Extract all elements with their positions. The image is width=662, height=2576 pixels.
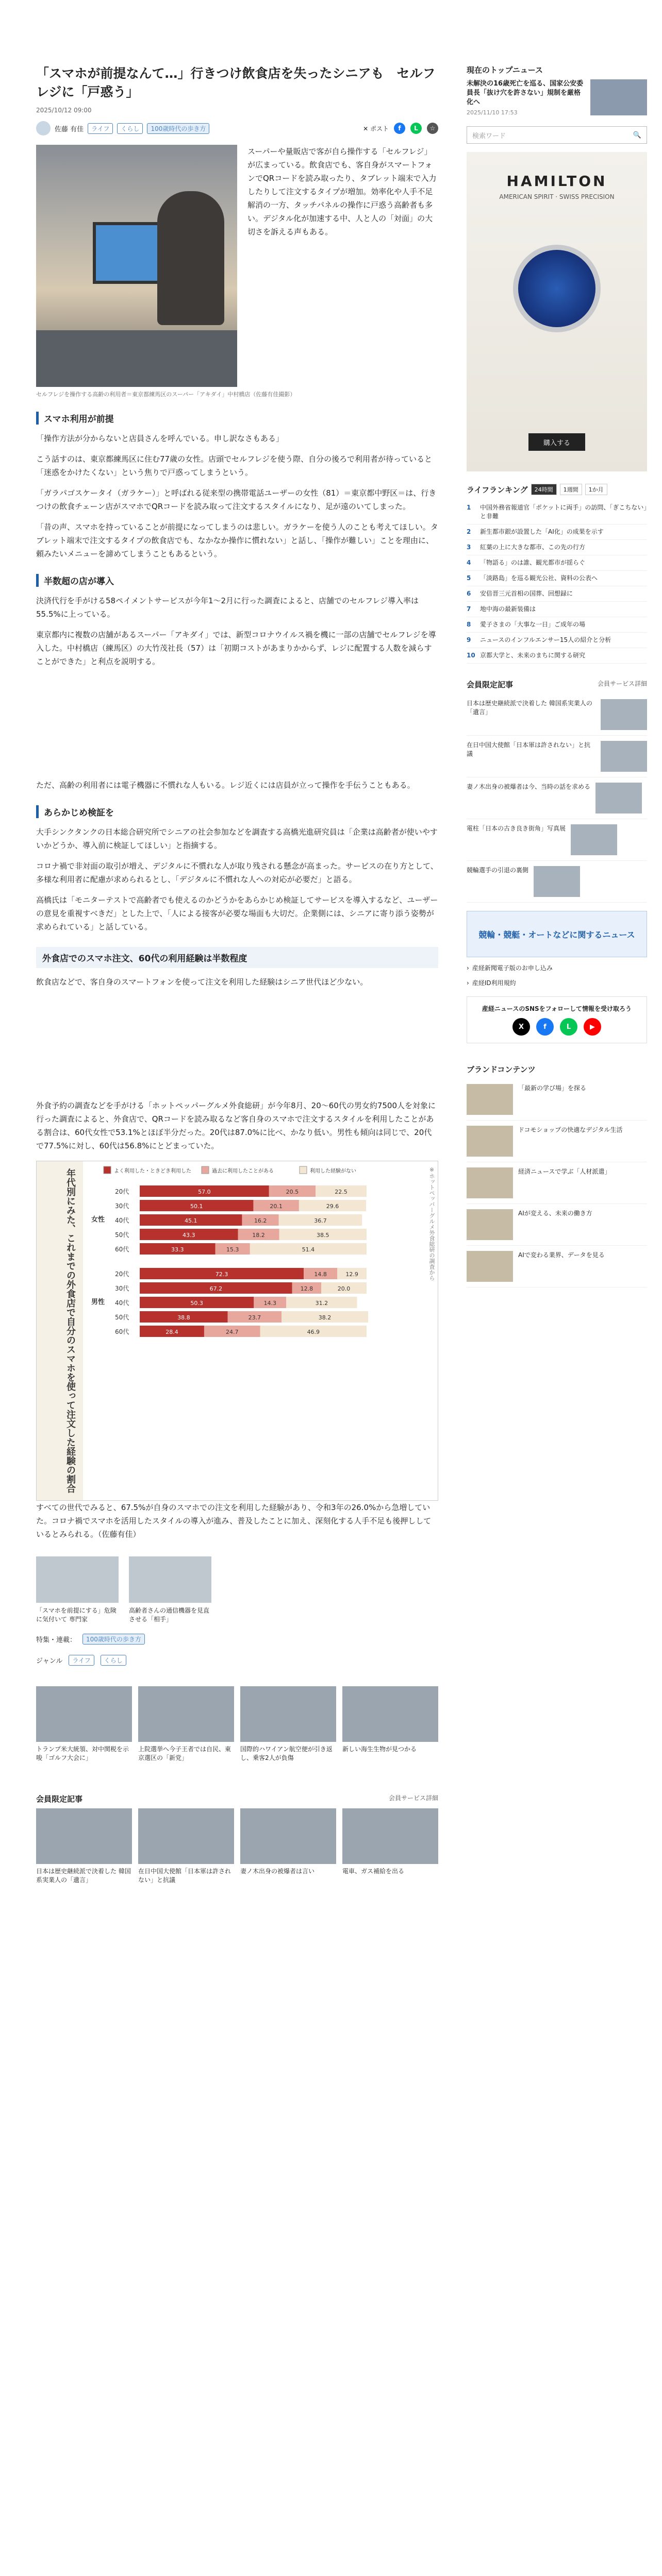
row-label: 30代 xyxy=(115,1285,129,1292)
ad-space xyxy=(36,675,438,778)
legend-swatch xyxy=(202,1166,209,1174)
body-paragraph: 外食予約の調査などを手がける「ホットペッパーグルメ外食総研」が今年8月、20～60代の男女約7500人を対象に行った調査によると、外食店で、QRコードを読み取るなど客自身のスマホで注文するスタイルを利用したことがある割合は、60代女性で53.1%とほぼ半分だった。20代は87.0%に比べ、かなり低い。男性も傾向は同じで、20代で77.5%に対し、60代は56.8%にとどまっていた。 xyxy=(36,1101,436,1150)
member-thumbnail xyxy=(595,783,642,814)
rank-number: 7 xyxy=(467,605,471,613)
brand-item[interactable] xyxy=(467,1246,647,1287)
ranking-title: 新生都市銀が設置した「AI化」の成果を示す xyxy=(480,528,604,535)
news-thumbnail xyxy=(138,1686,234,1742)
rank-number: 9 xyxy=(467,636,471,643)
members-heading: 会員限定記事 会員サービス詳細 xyxy=(467,680,647,689)
brand-thumbnail xyxy=(467,1209,513,1240)
rank-number: 8 xyxy=(467,621,471,628)
legend-label: 過去に利用したことがある xyxy=(212,1168,274,1174)
row-label: 40代 xyxy=(115,1217,129,1224)
ad-buy-button[interactable]: 購入する xyxy=(528,433,585,451)
watch-ad[interactable] xyxy=(467,152,647,471)
sidebar xyxy=(467,0,647,1287)
member-thumbnail xyxy=(534,866,580,897)
subscribe-link[interactable]: › 産経新聞電子版のお申し込み xyxy=(467,964,553,972)
members-more-link[interactable]: 会員サービス詳細 xyxy=(388,1794,438,1802)
bar-value-label: 20.0 xyxy=(337,1285,351,1292)
member-thumbnail xyxy=(36,1808,132,1864)
row-label: 60代 xyxy=(115,1328,129,1335)
ranking-title: 「物語る」のは誰、観光都市が揺らぐ xyxy=(480,559,586,566)
ranking-title: 紅葉の上に大きな都市、この先の行方 xyxy=(480,544,586,551)
rank-number: 1 xyxy=(467,504,471,511)
top-news-item[interactable] xyxy=(467,79,647,116)
brand-title: ドコモショップの快適なデジタル生活 xyxy=(518,1126,623,1133)
footer-tags xyxy=(36,1634,438,1645)
row-label: 40代 xyxy=(115,1299,129,1307)
ranking-item[interactable] xyxy=(467,571,647,586)
row-label: 20代 xyxy=(115,1270,129,1278)
bar-value-label: 24.7 xyxy=(226,1329,239,1335)
brand-item[interactable] xyxy=(467,1204,647,1246)
members-grid-heading: 会員限定記事 会員サービス詳細 xyxy=(36,1794,438,1804)
bar-value-label: 38.5 xyxy=(317,1232,329,1239)
checkout-counter xyxy=(36,330,237,387)
survey-chart xyxy=(36,1161,438,1501)
article-date: 2025/10/12 09:00 xyxy=(36,107,92,114)
genre-label: ジャンル xyxy=(36,1657,63,1665)
member-article[interactable] xyxy=(467,694,647,736)
ranking-tab-1m[interactable]: 1か月 xyxy=(585,484,607,495)
ranking-title: 愛子さまの「大事な一日」ご成年の場 xyxy=(480,621,586,628)
bar-value-label: 36.7 xyxy=(314,1217,327,1224)
brand-thumbnail xyxy=(467,1167,513,1198)
row-label: 60代 xyxy=(115,1246,129,1253)
member-thumbnail xyxy=(240,1808,336,1864)
bar-value-label: 50.1 xyxy=(190,1203,203,1210)
ranking-title: 京都大学と、未来のまちに関する研究 xyxy=(480,652,586,659)
rank-number: 6 xyxy=(467,590,471,597)
ranking-title: 中国外務省報道官「ポケットに両手」の訪問、「ぎこちない」と非難 xyxy=(480,504,647,520)
ad-brand: HAMILTON xyxy=(506,173,607,190)
bar-value-label: 46.9 xyxy=(307,1329,320,1335)
youtube-icon[interactable]: ▶ xyxy=(584,1018,601,1036)
member-card[interactable]: 電車、ガス補給を出る xyxy=(342,1808,438,1885)
chevron-right-icon: › xyxy=(467,964,469,972)
x-icon[interactable]: X xyxy=(512,1018,530,1036)
ranking-item[interactable] xyxy=(467,602,647,617)
bar-value-label: 15.3 xyxy=(226,1246,239,1253)
facebook-icon[interactable]: f xyxy=(536,1018,554,1036)
ranking-item[interactable] xyxy=(467,500,647,524)
member-article[interactable] xyxy=(467,861,647,903)
member-thumbnail xyxy=(342,1808,438,1864)
members-sidebar xyxy=(467,679,647,903)
shopper-figure xyxy=(157,191,224,325)
member-title: 妻ノ木出身の被爆者は今、当時の話を求める xyxy=(467,783,591,790)
top-news-date: 2025/11/10 17:53 xyxy=(467,109,518,116)
rank-number: 4 xyxy=(467,559,471,566)
body-paragraph: ただ、高齢の利用者には電子機器に不慣れな人もいる。レジ近くには店員が立って操作を手伝うこともある。 xyxy=(36,781,415,790)
rank-number: 3 xyxy=(467,544,471,551)
brand-heading: ブランドコンテンツ xyxy=(467,1065,536,1074)
ranking-heading: ライフランキング xyxy=(467,485,528,495)
news-grid xyxy=(36,1686,438,1762)
bar-value-label: 18.2 xyxy=(252,1232,265,1239)
brand-title: AIが変える、未来の働き方 xyxy=(518,1210,592,1217)
top-news-title: 未解決の16歳死亡を巡る、国家公安委員長「抜け穴を許さない」規制を厳格化へ xyxy=(467,80,584,106)
body-paragraph: こう話すのは、東京都練馬区に住む77歳の女性。店頭でセルフレジを使う際、自分の後ろで利用者が待っていると「迷惑をかけたくない」という焦りで戸惑ってしまうという。 xyxy=(36,454,432,477)
news-card[interactable]: 新しい海生生物が見つかる xyxy=(342,1686,438,1762)
news-thumbnail xyxy=(240,1686,336,1742)
ranking-tab-1w[interactable]: 1週間 xyxy=(560,484,582,495)
body-paragraph: 飲食店などで、客自身のスマートフォンを使って注文を利用した経験はシニア世代ほど少ない。 xyxy=(36,977,368,987)
line-icon[interactable]: L xyxy=(560,1018,577,1036)
section-heading: 半数超の店が導入 xyxy=(36,574,438,587)
bar-value-label: 33.3 xyxy=(171,1246,184,1253)
tag-feature[interactable]: 100歳時代の歩き方 xyxy=(147,123,209,134)
body-paragraph: すべての世代でみると、67.5%が自身のスマホでの注文を利用した経験があり、令和3年の26.0%から急増していた。コロナ禍でスマホを活用したスタイルの導入が進み、普及したことに加え、深刻化する人手不足も後押ししているとみられる。（佐藤有佳） xyxy=(36,1503,432,1539)
ranking-tab-24h[interactable]: 24時間 xyxy=(531,484,557,495)
body-paragraph: 大手シンクタンクの日本総合研究所でシニアの社会参加などを調査する高橋光進研究員は「企業は高齢者が使いやすいかどうか、導入前に検証してほしい」と指摘する。 xyxy=(36,827,438,850)
news-card[interactable]: 上院選挙へ今子王者では自民、東京選区の「新党」 xyxy=(138,1686,234,1762)
rank-number: 5 xyxy=(467,574,471,582)
brand-title: AIで変わる業界、データを見る xyxy=(518,1251,605,1259)
article-column xyxy=(36,0,438,1885)
bar-value-label: 22.5 xyxy=(335,1189,347,1195)
top-news-thumbnail xyxy=(590,79,647,115)
bar-value-label: 23.7 xyxy=(248,1314,261,1321)
related-articles xyxy=(36,1556,438,1623)
group-label: 男性 xyxy=(91,1298,105,1306)
ranking-title: 「淡路島」を巡る観光公社、資料の公表へ xyxy=(480,574,598,582)
legend-label: 利用した経験がない xyxy=(310,1168,356,1174)
article-title: 「スマホが前提なんて…」行きつけ飲食店を失ったシニアも セルフレジに「戸惑う」 xyxy=(36,66,436,99)
news-thumbnail xyxy=(36,1686,132,1742)
legend-swatch xyxy=(300,1166,307,1174)
member-thumbnail xyxy=(571,824,617,855)
bar-value-label: 31.2 xyxy=(315,1300,328,1307)
author-name[interactable]: 佐藤 有佳 xyxy=(55,125,84,133)
tag-life[interactable]: ライフ xyxy=(88,123,113,134)
bar-value-label: 20.1 xyxy=(270,1203,283,1210)
bar-value-label: 12.8 xyxy=(300,1285,313,1292)
ranking-header xyxy=(467,484,647,495)
search-input[interactable]: 検索ワード 🔍 xyxy=(467,126,647,144)
genre-tag-life[interactable]: ライフ xyxy=(69,1655,94,1666)
follow-icons xyxy=(474,1018,639,1036)
body-paragraph: 「ガラパゴスケータイ（ガラケー）」と呼ばれる従来型の携帯電話ユーザーの女性（81）＝東京都中野区＝は、行きつけの飲食チェーン店がスマホでQRコードを読み取って注文するスタイルになり、足が遠のいてしまった。 xyxy=(36,488,437,511)
top-news xyxy=(467,64,647,116)
article-lead: スーパーや量販店で客が自ら操作する「セルフレジ」が広まっている。飲食店でも、客自身がスマートフォンでQRコードを読み取ったり、タブレット端末で入力したりして注文するタイプが増加。効率化や人手不足解消の一方、タッチパネルの操作に戸惑う高齢者も多い。デジタル化が加速する中、人と人の「対面」の大切さを訴える声もある。 xyxy=(247,147,437,236)
genre-tags xyxy=(36,1655,438,1666)
article-photo xyxy=(36,145,237,387)
member-title: 電柱「日本の古き良き街角」写真展 xyxy=(467,825,566,832)
brand-title: 「最新の学び場」を探る xyxy=(518,1084,587,1092)
ranking-item[interactable] xyxy=(467,633,647,648)
bar-value-label: 14.8 xyxy=(314,1271,327,1278)
ranking-item[interactable] xyxy=(467,524,647,540)
watch-image xyxy=(513,245,601,332)
genre-tag-kurashi[interactable]: くらし xyxy=(101,1655,126,1666)
bar-value-label: 50.3 xyxy=(190,1300,203,1307)
ranking-list xyxy=(467,500,647,664)
legend-swatch xyxy=(104,1166,111,1174)
brand-thumbnail xyxy=(467,1084,513,1115)
brand-item[interactable] xyxy=(467,1162,647,1204)
member-title: 競輪選手の引退の裏側 xyxy=(467,867,529,874)
rank-number: 2 xyxy=(467,528,471,535)
article-meta xyxy=(36,121,438,135)
row-label: 30代 xyxy=(115,1202,129,1210)
member-card[interactable]: 妻ノ木出身の被爆者は言い xyxy=(240,1808,336,1885)
bar-value-label: 67.2 xyxy=(209,1285,223,1292)
related-thumbnail xyxy=(129,1556,211,1603)
body-paragraph: 「操作方法が分からないと店員さんを呼んでいる。申し訳なさもある」 xyxy=(36,434,284,443)
brand-item[interactable] xyxy=(467,1079,647,1121)
photo-caption: セルフレジを操作する高齢の利用者＝東京都練馬区のスーパー「アキダイ」中村橋店（佐藤有佳撮影） xyxy=(36,391,296,398)
promo-banner[interactable]: 競輪・競艇・オートなどに関するニュース xyxy=(467,911,647,957)
ranking-item[interactable] xyxy=(467,648,647,664)
section-heading: スマホ利用が前提 xyxy=(36,412,438,425)
chart-source: ※ホットペッパーグルメ外食総研の調査から xyxy=(428,1166,435,1281)
row-label: 50代 xyxy=(115,1231,129,1239)
ranking-item[interactable] xyxy=(467,540,647,555)
related-item[interactable]: 「スマホを前提にする」危険に気付いて 専門家 xyxy=(36,1556,119,1623)
bar-value-label: 38.2 xyxy=(318,1314,332,1321)
ranking-item[interactable] xyxy=(467,555,647,571)
legend-label: よく利用した・ときどき利用した xyxy=(114,1168,191,1174)
follow-box xyxy=(467,996,647,1043)
share-x-button[interactable]: ✕ ポスト xyxy=(363,125,389,132)
section-heading: あらかじめ検証を xyxy=(36,805,438,818)
news-card[interactable]: 国際的ハワイアン航空便が引き返し、乗客2人が負傷 xyxy=(240,1686,336,1762)
members-grid xyxy=(36,1808,438,1885)
section-heading: 外食店でのスマホ注文、60代の利用経験は半数程度 xyxy=(36,947,438,968)
bar-value-label: 43.3 xyxy=(183,1232,195,1239)
ranking-title: 地中海の最新装備は xyxy=(480,605,536,613)
facebook-icon[interactable]: f xyxy=(394,123,405,134)
body-paragraph: 東京都内に複数の店舗があるスーパー「アキダイ」では、新型コロナウイルス禍を機に一部の店舗でセルフレジを導入した。中村橋店（練馬区）の大竹茂社長（57）は「初期コストがあまりかからず、レジに配置する人数を減らすことができた」と利点を説明する。 xyxy=(36,630,436,666)
bar-value-label: 38.8 xyxy=(177,1314,190,1321)
bar-value-label: 29.6 xyxy=(326,1203,339,1210)
related-thumbnail xyxy=(36,1556,119,1603)
share-bar xyxy=(363,123,438,134)
ranking-title: ニュースのインフルエンサー15人の紹介と分析 xyxy=(480,636,611,643)
ad-subtitle: AMERICAN SPIRIT · SWISS PRECISION xyxy=(499,193,615,200)
body-paragraph: 決済代行を手がける58ペイメントサービスが今年1～2月に行った調査によると、店舗でのセルフレジ導入率は55.5%に上っている。 xyxy=(36,596,419,619)
feature-prefix: 特集・連載： xyxy=(36,1636,77,1644)
bar-value-label: 72.3 xyxy=(215,1271,228,1278)
feature-tag[interactable]: 100歳時代の歩き方 xyxy=(82,1634,145,1645)
related-item[interactable]: 高齢者さんの通信機器を見直させる「相手」 xyxy=(129,1556,211,1623)
bar-value-label: 12.9 xyxy=(345,1271,358,1278)
top-news-heading: 現在のトップニュース xyxy=(467,65,543,75)
bookmark-icon[interactable]: ☆ xyxy=(427,123,438,134)
row-label: 20代 xyxy=(115,1188,129,1195)
body-paragraph: 「昔の声、スマホを持っていることが前提になってしまうのは悲しい。ガラケーを使う人のことも考えてほしい。タブレット端末で注文するタイプの飲食店でも、なかなか操作に慣れない」と話し、「操作が難しい」ことを理由に、頼みたいメニューを諦めてしまうこともあるという。 xyxy=(36,522,438,558)
body-paragraph: 高橋氏は「モニターテストで高齢者でも使えるのかどうかをあらかじめ検証してサービスを導入するなど、ユーザーの意見を重視すべきだ」とした上で、「人による接客が必要な場面も大切だ。企業側には、シニアに寄り添う姿勢が求められている」と話している。 xyxy=(36,895,438,931)
brand-title: 経済ニュースで学ぶ「人材派遣」 xyxy=(518,1168,611,1175)
brand-content xyxy=(467,1064,647,1287)
ad-space xyxy=(36,996,438,1099)
member-article[interactable] xyxy=(467,736,647,777)
member-card[interactable]: 在日中国大使館「日本軍は許されない」と抗議 xyxy=(138,1808,234,1885)
ranking-title: 安倍晋三元首相の国葬、回想録に xyxy=(480,590,573,597)
chart-title: 年代別にみた、これまでの外食店で自分のスマホを使って注文した経験の割合 xyxy=(37,1161,83,1500)
bar-value-label: 20.5 xyxy=(286,1189,299,1195)
terms-link[interactable]: › 産経ID利用規約 xyxy=(467,979,516,987)
brand-thumbnail xyxy=(467,1126,513,1157)
follow-title: 産経ニュースのSNSをフォローして情報を受け取ろう xyxy=(482,1005,632,1012)
member-article[interactable] xyxy=(467,777,647,819)
bar-value-label: 16.2 xyxy=(254,1217,267,1224)
brand-thumbnail xyxy=(467,1251,513,1282)
member-title: 日本は歴史継続派で決着した 韓国系実業人の「遺言」 xyxy=(467,700,592,716)
tag-kurashi[interactable]: くらし xyxy=(117,123,143,134)
bar-value-label: 45.1 xyxy=(184,1217,197,1224)
row-label: 50代 xyxy=(115,1314,129,1321)
search-icon[interactable]: 🔍 xyxy=(633,131,641,139)
brand-item[interactable] xyxy=(467,1121,647,1162)
ranking-item[interactable] xyxy=(467,586,647,602)
member-thumbnail xyxy=(601,699,647,730)
line-icon[interactable]: L xyxy=(410,123,422,134)
ranking-item[interactable] xyxy=(467,617,647,633)
author-avatar xyxy=(36,121,51,135)
member-thumbnail xyxy=(138,1808,234,1864)
body-paragraph: コロナ禍で非対面の取引が増え、デジタルに不慣れな人が取り残される懸念が高まった。サービスの在り方として、多様な利用者に配慮が求められるとし、「デジタルに不慣れな人への対応が必要だ」と語る。 xyxy=(36,861,438,884)
rank-number: 10 xyxy=(467,652,475,659)
article-body xyxy=(36,412,438,1541)
member-thumbnail xyxy=(601,741,647,772)
member-title: 在日中国大使館「日本軍は許されない」と抗議 xyxy=(467,741,591,757)
chevron-right-icon: › xyxy=(467,979,469,987)
bar-value-label: 51.4 xyxy=(302,1246,315,1253)
member-card[interactable]: 日本は歴史継続派で決着した 韓国系実業人の「遺言」 xyxy=(36,1808,132,1885)
bar-value-label: 57.0 xyxy=(198,1189,211,1195)
news-thumbnail xyxy=(342,1686,438,1742)
bar-value-label: 28.4 xyxy=(166,1329,178,1335)
member-article[interactable] xyxy=(467,819,647,861)
group-label: 女性 xyxy=(91,1215,105,1224)
bar-value-label: 14.3 xyxy=(263,1300,277,1307)
chart-svg xyxy=(83,1161,425,1357)
news-card[interactable]: トランプ米大統領、対中関税を示唆「ゴルフ大会に」 xyxy=(36,1686,132,1762)
